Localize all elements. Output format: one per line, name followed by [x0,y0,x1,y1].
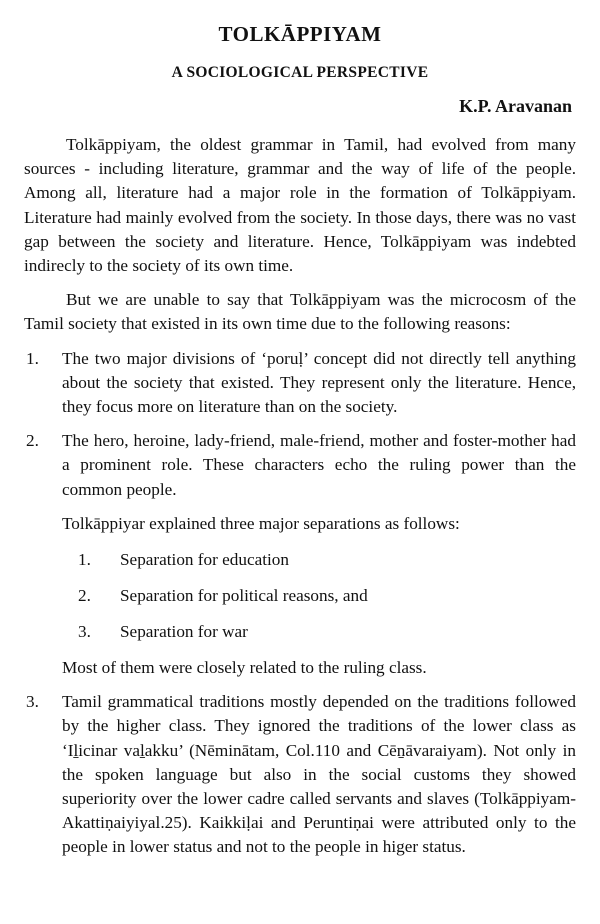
page-title: TOLKĀPPIYAM [218,22,382,46]
sub-list-item [78,548,576,572]
list-text: Tamil grammatical traditions mostly depended on the traditions followed by the higher class. They ignored the traditions of the lower class as ‘Iḻicinar vaḻakku’ (Nēminātam, Col.110 and Cēṉāvaraiyam). Not only in the spoken language but also in the social customs they showed superiority over the lower cadre called servants and slaves (Tolkāppiyam-Akattiṇaiyiyal.25). Kaikkiḷai and Peruntiṇai were attributed only to the people in lower status and not to the people in higer status. [62,692,576,857]
list-item-outro: Most of them were closely related to the ruling class. [62,658,427,678]
separations-list [78,548,576,644]
list-number: 1. [26,348,39,368]
list-number: 2. [26,431,39,451]
list-item [24,690,576,859]
list-number: 3. [26,692,39,712]
sub-list-text: Separation for war [120,622,248,642]
list-text: The two major divisions of ‘poruḷ’ concept did not directly tell anything about the society that existed. They represent only the literature. Hence, they focus more on literature than on the society. [62,348,576,417]
list-item [24,347,576,420]
paragraph-intro: Tolkāppiyam, the oldest grammar in Tamil, had evolved from many sources - including literature, grammar and the way of life of the people. Among all, literature had a major role in the formation of Tolkāppiyam. Literature had mainly evolved from the society. In those days, there was no vast gap between the society and literature. Hence, Tolkāppiyam was indebted indirecly to the society of its own time. [24,135,576,276]
author-name: K.P. Aravanan [459,96,572,116]
sub-list-item [78,584,576,608]
list-text: The hero, heroine, lady-friend, male-friend, mother and foster-mother had a prominent role. These characters echo the ruling power than the common people. [62,431,576,499]
sub-list-number: 2. [78,586,91,606]
sub-list-number: 1. [78,550,91,570]
sub-list-text: Separation for political reasons, and [120,586,368,606]
sub-list-number: 3. [78,622,91,642]
sub-list-text: Separation for education [120,550,289,570]
page-subtitle: A SOCIOLOGICAL PERSPECTIVE [171,64,429,81]
list-item-intro: Tolkāppiyar explained three major separations as follows: [62,513,460,533]
list-item [24,429,576,502]
paragraph-reasons: But we are unable to say that Tolkāppiyam was the microcosm of the Tamil society that existed in its own time due to the following reasons: [24,290,576,334]
sub-list-item [78,620,576,644]
article-body [24,133,576,860]
